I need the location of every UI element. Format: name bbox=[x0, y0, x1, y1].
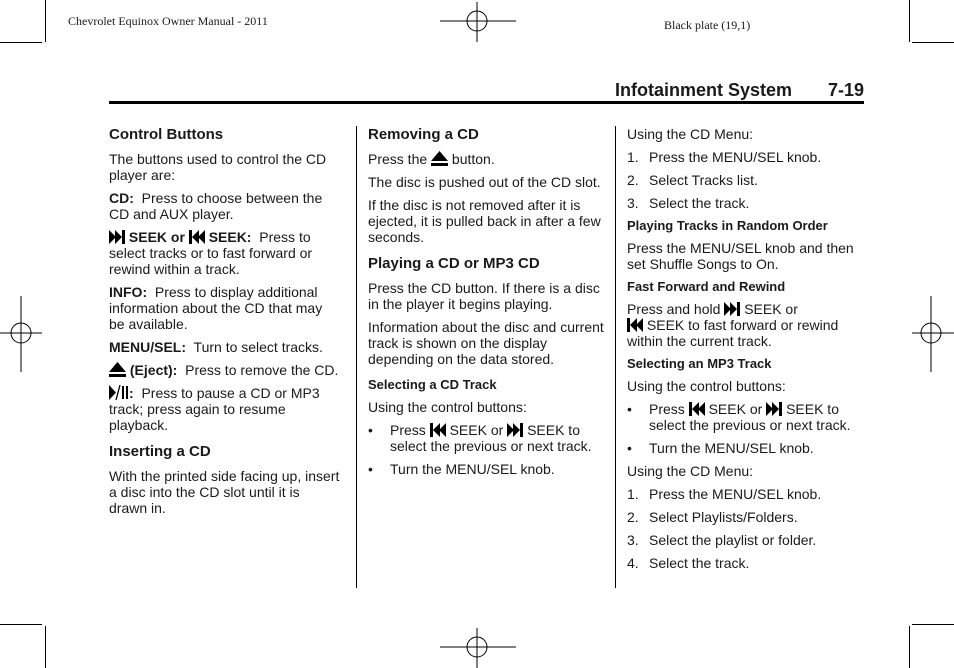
menu-text: Turn to select tracks. bbox=[193, 339, 323, 355]
manual-title: Chevrolet Equinox Owner Manual - 2011 bbox=[68, 14, 268, 28]
menu-entry bbox=[109, 339, 341, 355]
play-pause-text: Press to pause a CD or MP3 track; press again to resume playback. bbox=[109, 385, 320, 433]
seek-prev-icon bbox=[689, 402, 705, 416]
press-eject-text bbox=[368, 151, 604, 167]
section-header bbox=[615, 80, 864, 101]
list-item: 4. Select the track. bbox=[627, 555, 750, 571]
list-item: • Turn the MENU/SEL knob. bbox=[627, 440, 814, 456]
seek-label-b: SEEK: bbox=[208, 229, 252, 245]
registration-mark-icon bbox=[440, 628, 516, 668]
info-entry bbox=[109, 284, 341, 332]
removing-heading: Removing a CD bbox=[368, 126, 479, 143]
playing-heading: Playing a CD or MP3 CD bbox=[368, 255, 540, 272]
inserting-text: With the printed side facing up, insert a disc into the CD slot until it is drawn in. bbox=[109, 468, 340, 516]
plate-label: Black plate (19,1) bbox=[664, 18, 751, 32]
using-controls-text: Using the control buttons: bbox=[627, 378, 786, 394]
seek-label-a: SEEK or bbox=[128, 229, 185, 245]
using-menu-text: Using the CD Menu: bbox=[627, 126, 754, 142]
selecting-cd-heading: Selecting a CD Track bbox=[368, 377, 497, 392]
list-item: 1. Press the MENU/SEL knob. bbox=[627, 486, 822, 502]
seek-next-icon bbox=[766, 402, 782, 416]
eject-entry bbox=[109, 362, 341, 378]
button-word: button. bbox=[451, 151, 495, 167]
cd-text: Press to choose between the CD and AUX player. bbox=[109, 190, 323, 222]
header-rule bbox=[109, 101, 864, 104]
crop-mark bbox=[45, 0, 46, 42]
column-1 bbox=[109, 126, 341, 523]
inserting-heading: Inserting a CD bbox=[109, 443, 211, 460]
play-pause-icon bbox=[109, 385, 129, 400]
crop-mark bbox=[909, 0, 910, 42]
registration-mark-icon bbox=[440, 2, 516, 42]
seek-prev-icon bbox=[430, 423, 446, 437]
crop-mark bbox=[912, 624, 954, 625]
crop-mark bbox=[45, 626, 46, 668]
list-item: • Press SEEK or SEEK to select the previous or next track. bbox=[368, 422, 592, 454]
seek-to-text: SEEK to select the previous or next track. bbox=[390, 422, 592, 454]
using-menu-text: Using the CD Menu: bbox=[627, 463, 754, 479]
random-order-heading: Playing Tracks in Random Order bbox=[627, 218, 828, 233]
disc-info-text: Information about the disc and current track is shown on the display depending on the data stored. bbox=[368, 319, 604, 367]
list-item: 1. Press the MENU/SEL knob. bbox=[627, 149, 822, 165]
cd-label: CD: bbox=[109, 190, 134, 206]
registration-mark-icon bbox=[0, 296, 42, 372]
list-item: 2. Select Playlists/Folders. bbox=[627, 509, 798, 525]
seek-next-icon bbox=[109, 230, 125, 244]
page-number: 7-19 bbox=[827, 80, 864, 100]
section-title: Infotainment System bbox=[615, 80, 793, 100]
info-label: INFO: bbox=[109, 284, 148, 300]
press-label: Press bbox=[390, 422, 426, 438]
info-text: Press to display additional information about the CD that may be available. bbox=[109, 284, 323, 332]
ffrw-heading: Fast Forward and Rewind bbox=[627, 279, 786, 294]
play-pause-label: : bbox=[129, 385, 134, 401]
not-removed-text: If the disc is not removed after it is ejected, it is pulled back in after a few seconds. bbox=[368, 197, 601, 245]
control-buttons-heading: Control Buttons bbox=[109, 126, 224, 143]
seek-prev-icon bbox=[189, 230, 205, 244]
column-2 bbox=[368, 126, 604, 484]
seek-next-icon bbox=[507, 423, 523, 437]
column-divider bbox=[356, 126, 357, 588]
intro-text: The buttons used to control the CD player are: bbox=[109, 151, 327, 183]
ffrw-text: Press and hold SEEK or SEEK to fast forward or rewind within the current track. bbox=[627, 301, 839, 349]
playing-text: Press the CD button. If there is a disc in the player it begins playing. bbox=[368, 280, 600, 312]
eject-icon bbox=[431, 151, 448, 166]
random-order-text: Press the MENU/SEL knob and then set Shuffle Songs to On. bbox=[627, 240, 854, 272]
column-3 bbox=[627, 126, 867, 578]
seek-text: Press to select tracks or to fast forward or rewind within a track. bbox=[109, 229, 313, 277]
pushed-out-text: The disc is pushed out of the CD slot. bbox=[368, 174, 601, 190]
registration-mark-icon bbox=[912, 296, 954, 372]
crop-mark bbox=[0, 42, 42, 43]
seek-next-icon bbox=[724, 302, 740, 316]
list-item: 2. Select Tracks list. bbox=[627, 172, 758, 188]
seek-or-label: SEEK or bbox=[449, 422, 504, 438]
eject-text: Press to remove the CD. bbox=[185, 362, 339, 378]
seek-entry bbox=[109, 229, 341, 277]
turn-knob-text: Turn the MENU/SEL knob. bbox=[390, 461, 555, 477]
crop-mark bbox=[909, 626, 910, 668]
menu-label: MENU/SEL: bbox=[109, 339, 186, 355]
using-controls-text: Using the control buttons: bbox=[368, 399, 527, 415]
crop-mark bbox=[912, 42, 954, 43]
mp3-track-heading: Selecting an MP3 Track bbox=[627, 356, 772, 371]
list-item: 3. Select the track. bbox=[627, 195, 750, 211]
list-item: 3. Select the playlist or folder. bbox=[627, 532, 817, 548]
list-item: • Press SEEK or SEEK to select the previous or next track. bbox=[627, 401, 851, 433]
eject-icon bbox=[109, 362, 126, 377]
play-pause-entry bbox=[109, 385, 341, 433]
eject-label: (Eject): bbox=[129, 362, 178, 378]
seek-prev-icon bbox=[627, 318, 643, 332]
cd-entry bbox=[109, 190, 341, 222]
crop-mark bbox=[0, 624, 42, 625]
column-divider bbox=[615, 126, 616, 588]
list-item: • Turn the MENU/SEL knob. bbox=[368, 461, 604, 477]
press-the-label: Press the bbox=[368, 151, 428, 167]
